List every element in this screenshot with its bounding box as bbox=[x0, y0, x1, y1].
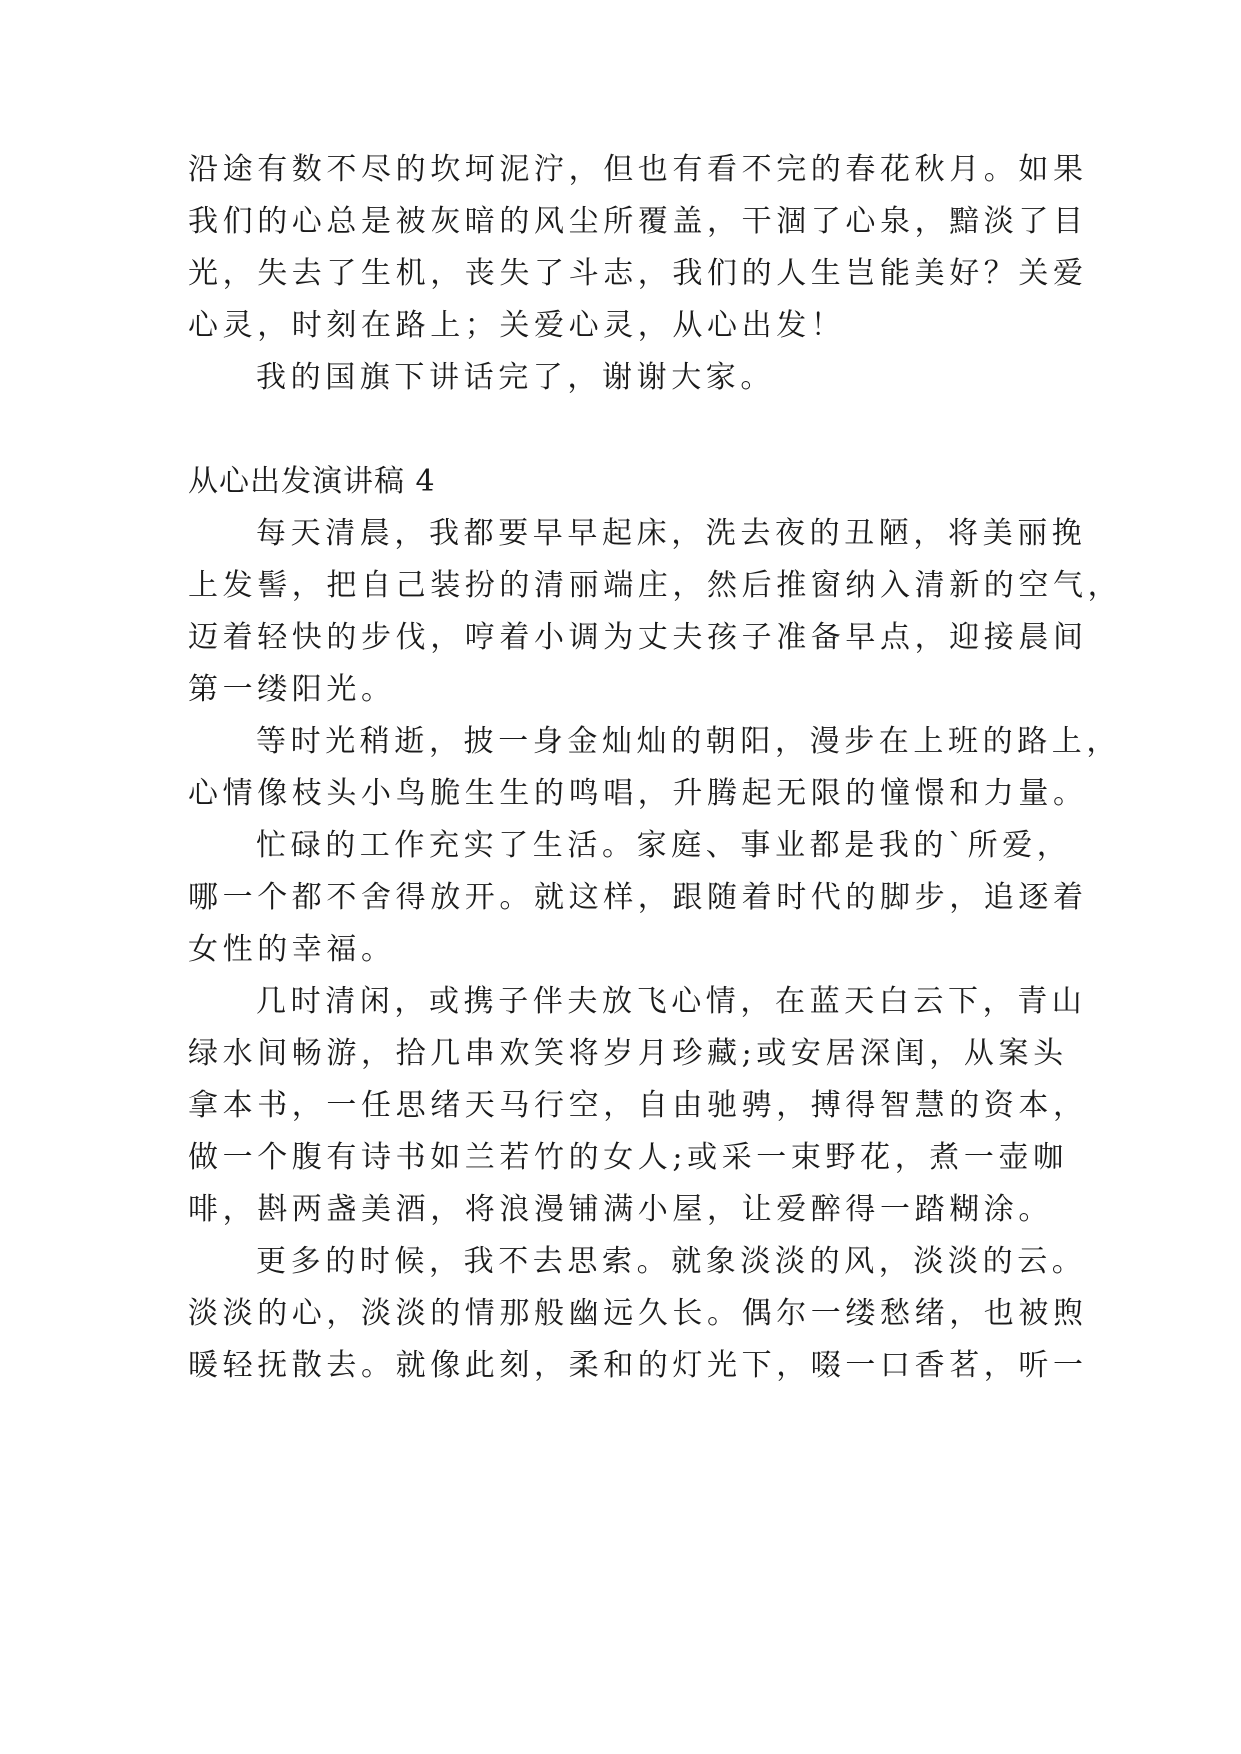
paragraph-line: 等时光稍逝，披一身金灿灿的朝阳，漫步在上班的路上， bbox=[256, 724, 1121, 759]
paragraph-line: 女性的幸福。 bbox=[188, 932, 396, 967]
paragraph-line: 拿本书，一任思绪天马行空，自由驰骋，搏得智慧的资本， bbox=[188, 1088, 1088, 1123]
paragraph-line: 我的国旗下讲话完了，谢谢大家。 bbox=[256, 360, 775, 395]
paragraph-line: 心情像枝头小鸟脆生生的鸣唱，升腾起无限的憧憬和力量。 bbox=[188, 776, 1088, 811]
paragraph-line: 沿途有数不尽的坎坷泥泞，但也有看不完的春花秋月。如果 bbox=[188, 152, 1088, 187]
paragraph-line: 啡，斟两盏美酒，将浪漫铺满小屋，让爱醉得一踏糊涂。 bbox=[188, 1192, 1053, 1227]
paragraph-line: 几时清闲，或携子伴夫放飞心情，在蓝天白云下，青山 bbox=[256, 984, 1087, 1019]
paragraph-line: 我们的心总是被灰暗的风尘所覆盖，干涸了心泉，黯淡了目 bbox=[188, 204, 1088, 239]
paragraph-line: 光，失去了生机，丧失了斗志，我们的人生岂能美好？关爱 bbox=[188, 256, 1088, 291]
paragraph-line: 淡淡的心，淡淡的情那般幽远久长。偶尔一缕愁绪，也被煦 bbox=[188, 1296, 1088, 1331]
paragraph-line: 哪一个都不舍得放开。就这样，跟随着时代的脚步，追逐着 bbox=[188, 880, 1088, 915]
paragraph-line: 上发髻，把自己装扮的清丽端庄，然后推窗纳入清新的空气， bbox=[188, 568, 1123, 603]
paragraph-line: 绿水间畅游，拾几串欢笑将岁月珍藏;或安居深闺，从案头 bbox=[188, 1036, 1068, 1071]
paragraph-line: 暖轻抚散去。就像此刻，柔和的灯光下，啜一口香茗，听一 bbox=[188, 1348, 1088, 1383]
section-heading: 从心出发演讲稿 4 bbox=[188, 464, 436, 499]
paragraph-line: 每天清晨，我都要早早起床，洗去夜的丑陋，将美丽挽 bbox=[256, 516, 1087, 551]
paragraph-line: 做一个腹有诗书如兰若竹的女人;或采一束野花，煮一壶咖 bbox=[188, 1140, 1068, 1175]
paragraph-line: 忙碌的工作充实了生活。家庭、事业都是我的`所爱， bbox=[256, 828, 1072, 863]
paragraph-line: 迈着轻快的步伐，哼着小调为丈夫孩子准备早点，迎接晨间 bbox=[188, 620, 1088, 655]
paragraph-line: 第一缕阳光。 bbox=[188, 672, 396, 707]
paragraph-line: 心灵，时刻在路上；关爱心灵，从心出发！ bbox=[188, 308, 846, 343]
paragraph-line: 更多的时候，我不去思索。就象淡淡的风，淡淡的云。 bbox=[256, 1244, 1087, 1279]
